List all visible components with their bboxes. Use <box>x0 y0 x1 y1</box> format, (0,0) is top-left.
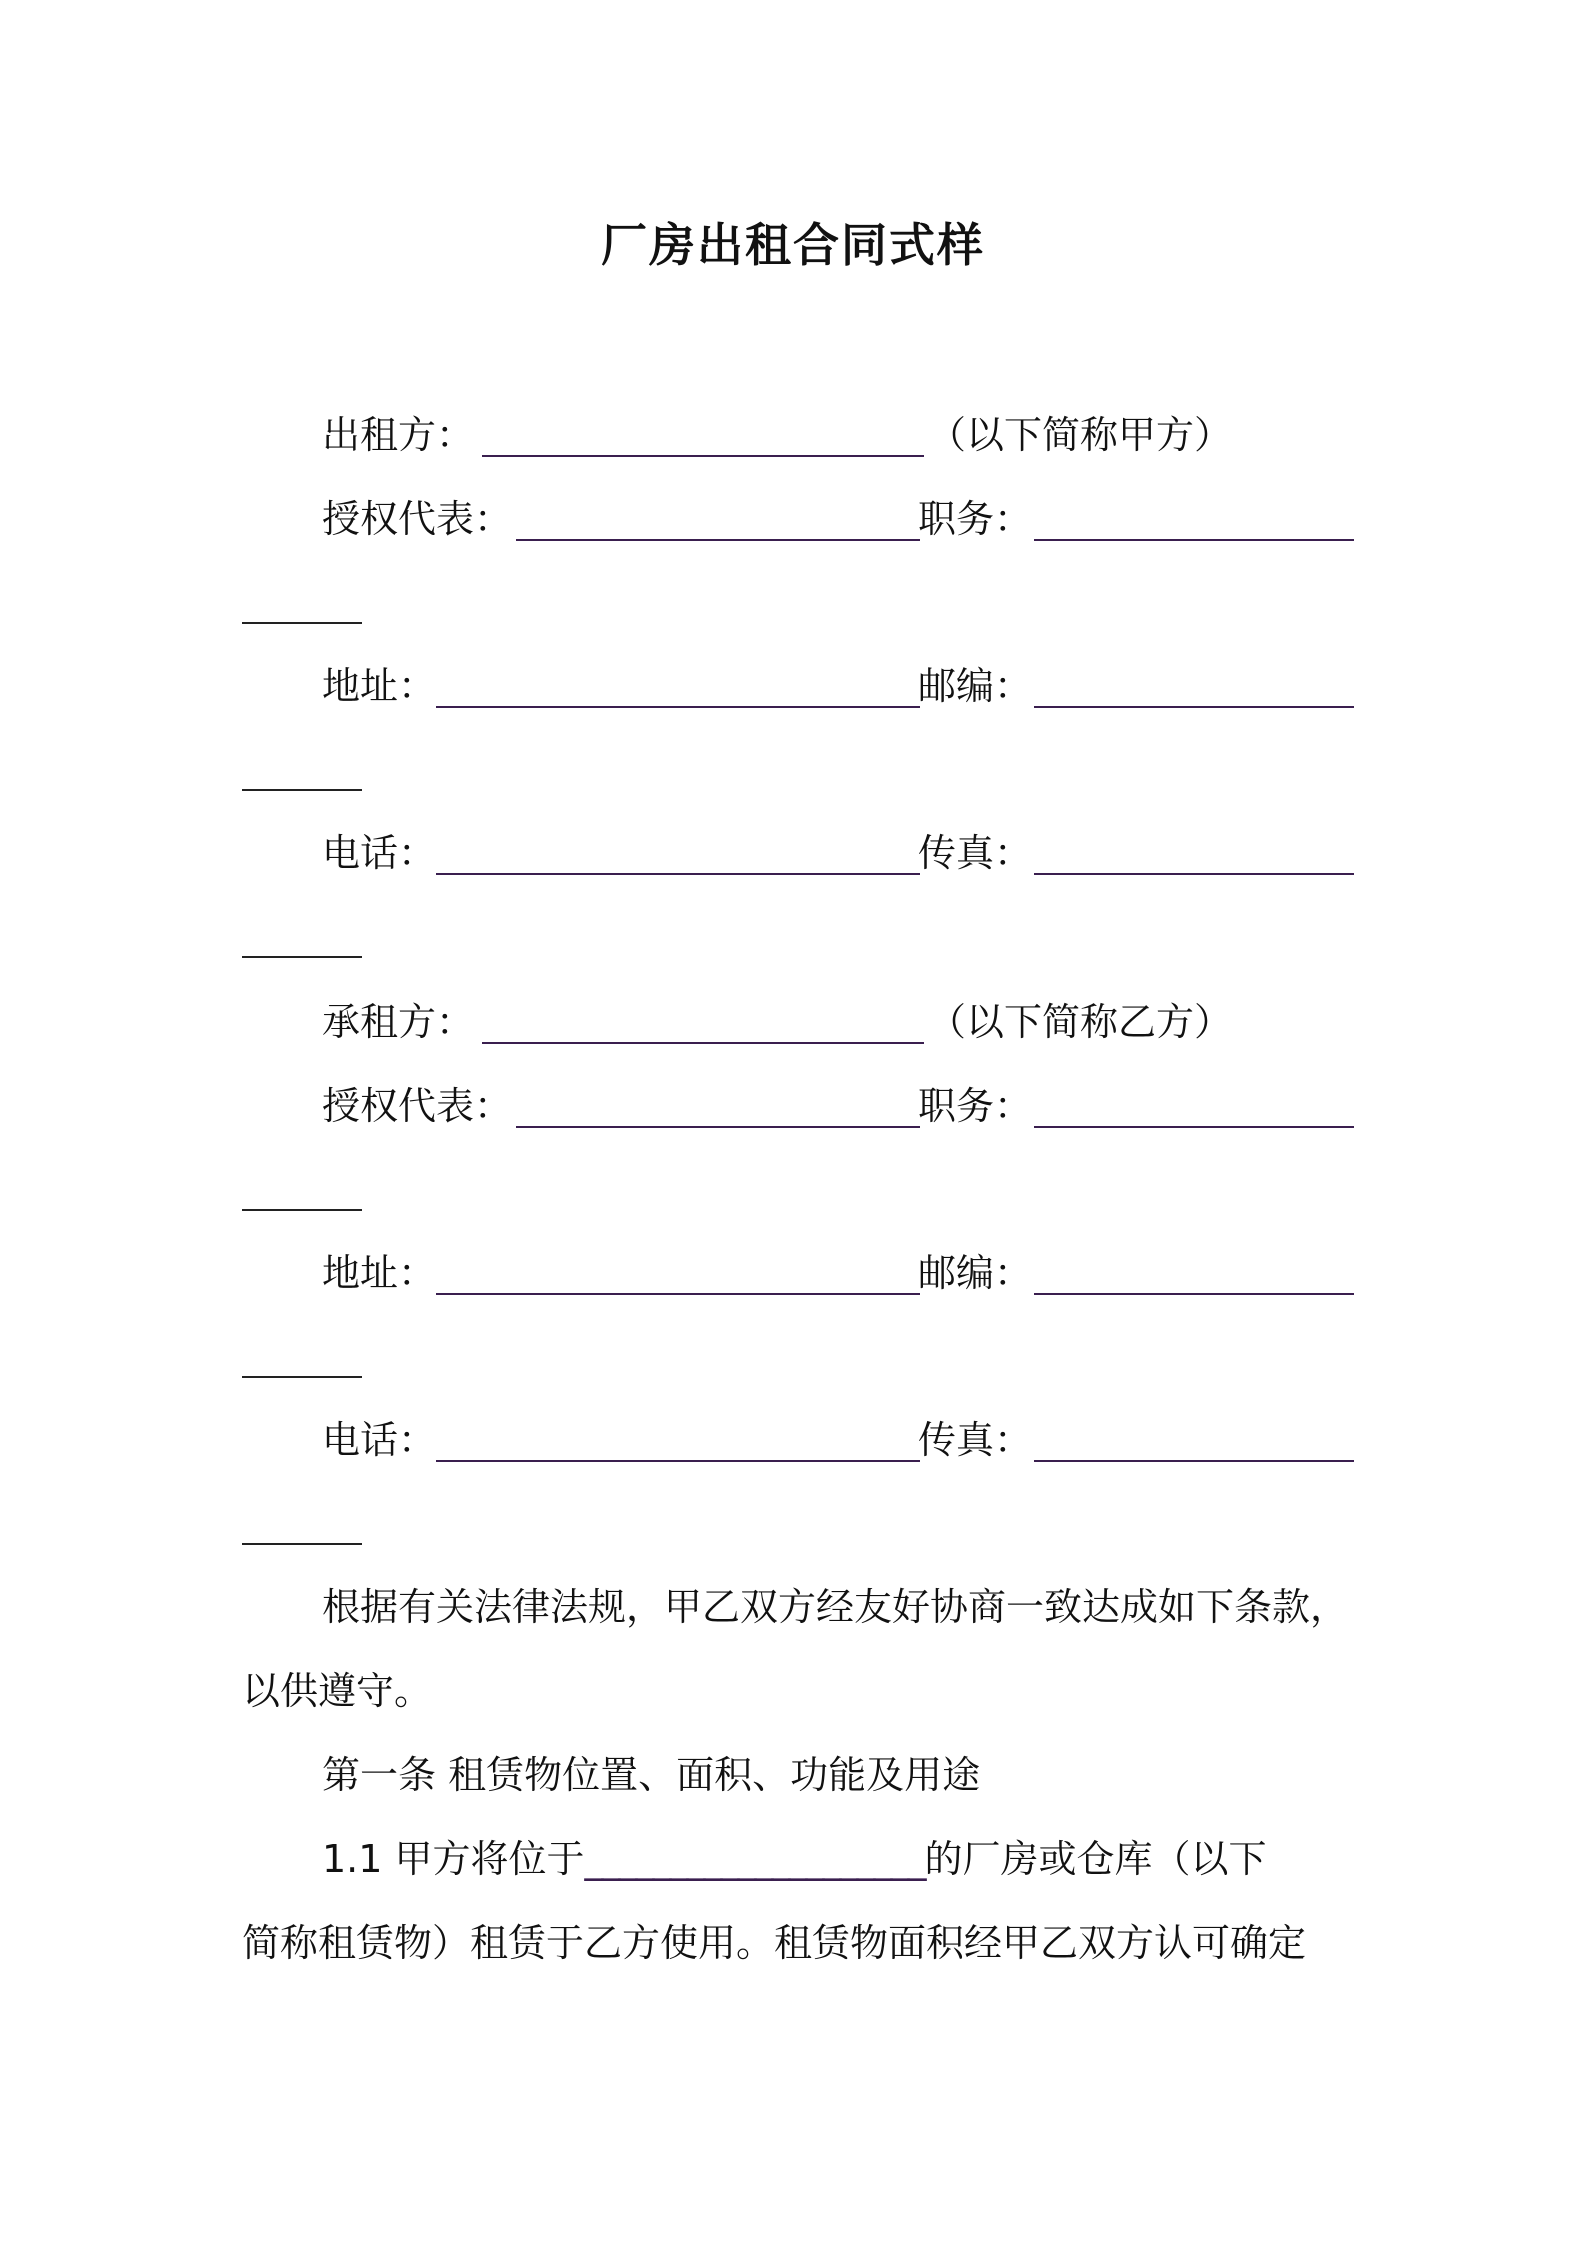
lessee-fax-label: 传真： <box>918 1418 1033 1462</box>
lessee-address-label: 地址： <box>322 1251 437 1295</box>
lessee-zip-label: 邮编： <box>918 1251 1033 1295</box>
lessee-rep-blank[interactable] <box>516 1126 920 1128</box>
document-title: 厂房出租合同式样 <box>601 218 985 272</box>
intro-line-1: 根据有关法律法规，甲乙双方经友好协商一致达成如下条款， <box>322 1585 1349 1629</box>
lessor-fax-blank[interactable] <box>1034 873 1354 875</box>
lessee-position-blank[interactable] <box>1034 1126 1354 1128</box>
lessor-zip-blank-cont <box>242 789 362 791</box>
lessor-fax-blank-cont <box>242 956 362 958</box>
lessee-zip-blank[interactable] <box>1034 1293 1354 1295</box>
lessor-tel-blank[interactable] <box>436 873 920 875</box>
clause-1-1-line-1 <box>322 1831 1267 1887</box>
lessor-rep-label: 授权代表： <box>322 497 513 541</box>
lessor-position-blank-cont <box>242 622 362 624</box>
lessee-zip-blank-cont <box>242 1376 362 1378</box>
lessor-name-blank[interactable] <box>482 455 924 457</box>
lessor-zip-label: 邮编： <box>918 664 1033 708</box>
lessor-label: 出租方： <box>322 413 475 457</box>
lessee-label: 承租方： <box>322 1000 475 1044</box>
lessee-position-blank-cont <box>242 1209 362 1211</box>
lessee-address-blank[interactable] <box>436 1293 920 1295</box>
lessor-position-blank[interactable] <box>1034 539 1354 541</box>
lessor-suffix: （以下简称甲方） <box>928 413 1233 457</box>
lessor-rep-blank[interactable] <box>516 539 920 541</box>
lessor-fax-label: 传真： <box>918 831 1033 875</box>
lessee-rep-label: 授权代表： <box>322 1084 513 1128</box>
clause-1-1-prefix: 1.1 甲方将位于 <box>322 1837 585 1881</box>
lessor-tel-label: 电话： <box>322 831 437 875</box>
lessor-address-label: 地址： <box>322 664 437 708</box>
intro-line-2: 以供遵守。 <box>242 1669 433 1713</box>
lessee-tel-blank[interactable] <box>436 1460 920 1462</box>
lessee-fax-blank-cont <box>242 1543 362 1545</box>
lessee-fax-blank[interactable] <box>1034 1460 1354 1462</box>
article-1-heading: 第一条 租赁物位置、面积、功能及用途 <box>322 1753 981 1797</box>
lessor-zip-blank[interactable] <box>1034 706 1354 708</box>
lessee-suffix: （以下简称乙方） <box>928 1000 1233 1044</box>
lessor-position-label: 职务： <box>918 497 1033 541</box>
lessee-name-blank[interactable] <box>482 1042 924 1044</box>
clause-1-1-location-blank[interactable]: ____________________ <box>584 1837 925 1881</box>
clause-1-1-suffix: 的厂房或仓库（以下 <box>924 1837 1267 1881</box>
lessee-tel-label: 电话： <box>322 1418 437 1462</box>
lessee-position-label: 职务： <box>918 1084 1033 1128</box>
lessor-address-blank[interactable] <box>436 706 920 708</box>
clause-1-1-line-2: 简称租赁物）租赁于乙方使用。租赁物面积经甲乙双方认可确定 <box>242 1921 1307 1965</box>
